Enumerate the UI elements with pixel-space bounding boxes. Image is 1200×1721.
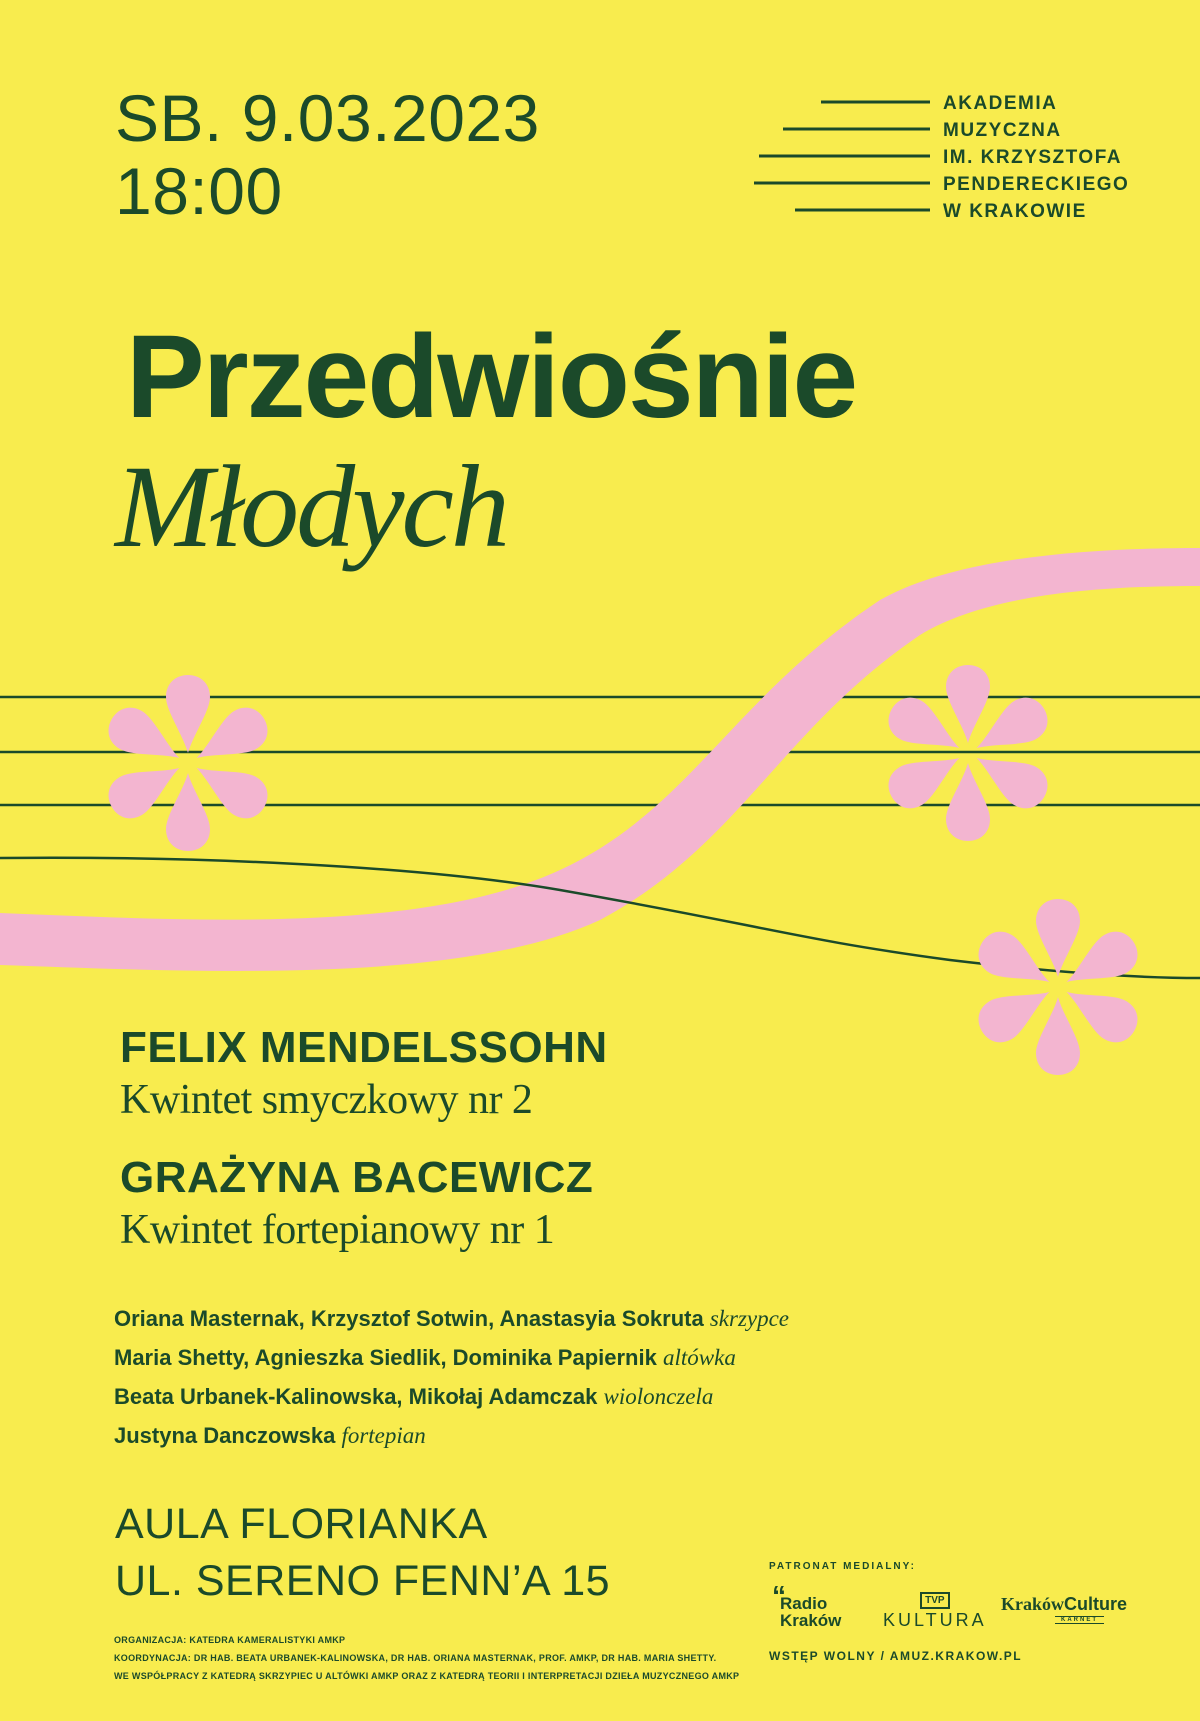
composer-name: FELIX MENDELSSOHN <box>120 1023 608 1072</box>
venue-name: AULA FLORIANKA <box>115 1500 488 1548</box>
performer-names: Justyna Danczowska <box>114 1423 336 1448</box>
pink-ribbon-wave-icon <box>0 548 1200 971</box>
pink-asterisk-flower-icon <box>101 675 275 851</box>
academy-line: IM. KRZYSZTOFA <box>943 147 1122 168</box>
decorative-illustration <box>0 540 1200 1100</box>
academy-line: MUZYCZNA <box>943 120 1062 141</box>
credits <box>114 1631 739 1685</box>
credit-line: KOORDYNACJA: DR HAB. BEATA URBANEK-KALINOWSKA, DR HAB. ORIANA MASTERNAK, PROF. AMKP, DR HAB. MARIA SHETTY. <box>114 1653 717 1663</box>
performer-role: fortepian <box>341 1423 426 1448</box>
radio-logo-line: Kraków <box>780 1611 842 1630</box>
kc-krakow: Kraków <box>1001 1594 1064 1614</box>
krakow-culture-logo <box>1001 1594 1127 1623</box>
event-date: SB. 9.03.2023 <box>115 81 540 155</box>
academy-line: W KRAKOWIE <box>943 201 1087 222</box>
radio-quote-icon: “ <box>772 1580 786 1611</box>
academy-name <box>943 90 1129 225</box>
program <box>120 1022 608 1282</box>
venue <box>115 1496 610 1610</box>
venue-address: UL. SERENO FENN’A 15 <box>115 1557 611 1605</box>
event-time: 18:00 <box>115 154 283 228</box>
performer-role: altówka <box>662 1345 736 1370</box>
footer-info: WSTĘP WOLNY / AMUZ.KRAKOW.PL <box>769 1649 1023 1663</box>
work-title: Kwintet smyczkowy nr 2 <box>120 1077 533 1123</box>
performer-names: Maria Shetty, Agnieszka Siedlik, Dominika Papiernik <box>114 1345 657 1370</box>
performer-role: skrzypce <box>709 1306 790 1331</box>
academy-line: PENDERECKIEGO <box>943 174 1130 195</box>
tvp-kultura-logo <box>883 1590 987 1631</box>
kc-karnet: KARNET <box>1055 1616 1104 1624</box>
performer-names: Oriana Masternak, Krzysztof Sotwin, Anastasyia Sokruta <box>114 1306 704 1331</box>
credit-line: ORGANIZACJA: KATEDRA KAMERALISTYKI AMKP <box>114 1635 346 1645</box>
composer-name: GRAŻYNA BACEWICZ <box>120 1153 594 1202</box>
credit-line: WE WSPÓŁPRACY Z KATEDRĄ SKRZYPIEC U ALTÓWKI AMKP ORAZ Z KATEDRĄ TEORII I INTERPRETACJI DZIEŁA MUZYCZNEGO AMKP <box>114 1671 740 1681</box>
work-title: Kwintet fortepianowy nr 1 <box>120 1207 555 1253</box>
patronage-label: PATRONAT MEDIALNY: <box>769 1561 916 1572</box>
title-line-1: Przedwiośnie <box>126 311 857 443</box>
performer-role: wiolonczela <box>603 1384 714 1409</box>
kc-culture: Culture <box>1064 1594 1127 1614</box>
pink-asterisk-flower-icon <box>971 899 1145 1075</box>
tvp-kultura-name: KULTURA <box>883 1610 987 1630</box>
radio-krakow-logo <box>772 1580 842 1630</box>
performer-line <box>114 1416 789 1455</box>
title-line-2: Młodych <box>115 441 507 572</box>
academy-line: AKADEMIA <box>943 93 1058 114</box>
radio-logo-line: Radio <box>780 1594 828 1613</box>
performer-line <box>114 1299 789 1338</box>
performers-list <box>114 1299 789 1455</box>
tvp-box: TVP <box>920 1592 949 1609</box>
academy-logo-lines-icon <box>750 90 940 215</box>
performer-names: Beata Urbanek-Kalinowska, Mikołaj Adamczak <box>114 1384 598 1409</box>
performer-line <box>114 1338 789 1377</box>
event-datetime <box>115 82 540 228</box>
performer-line <box>114 1377 789 1416</box>
